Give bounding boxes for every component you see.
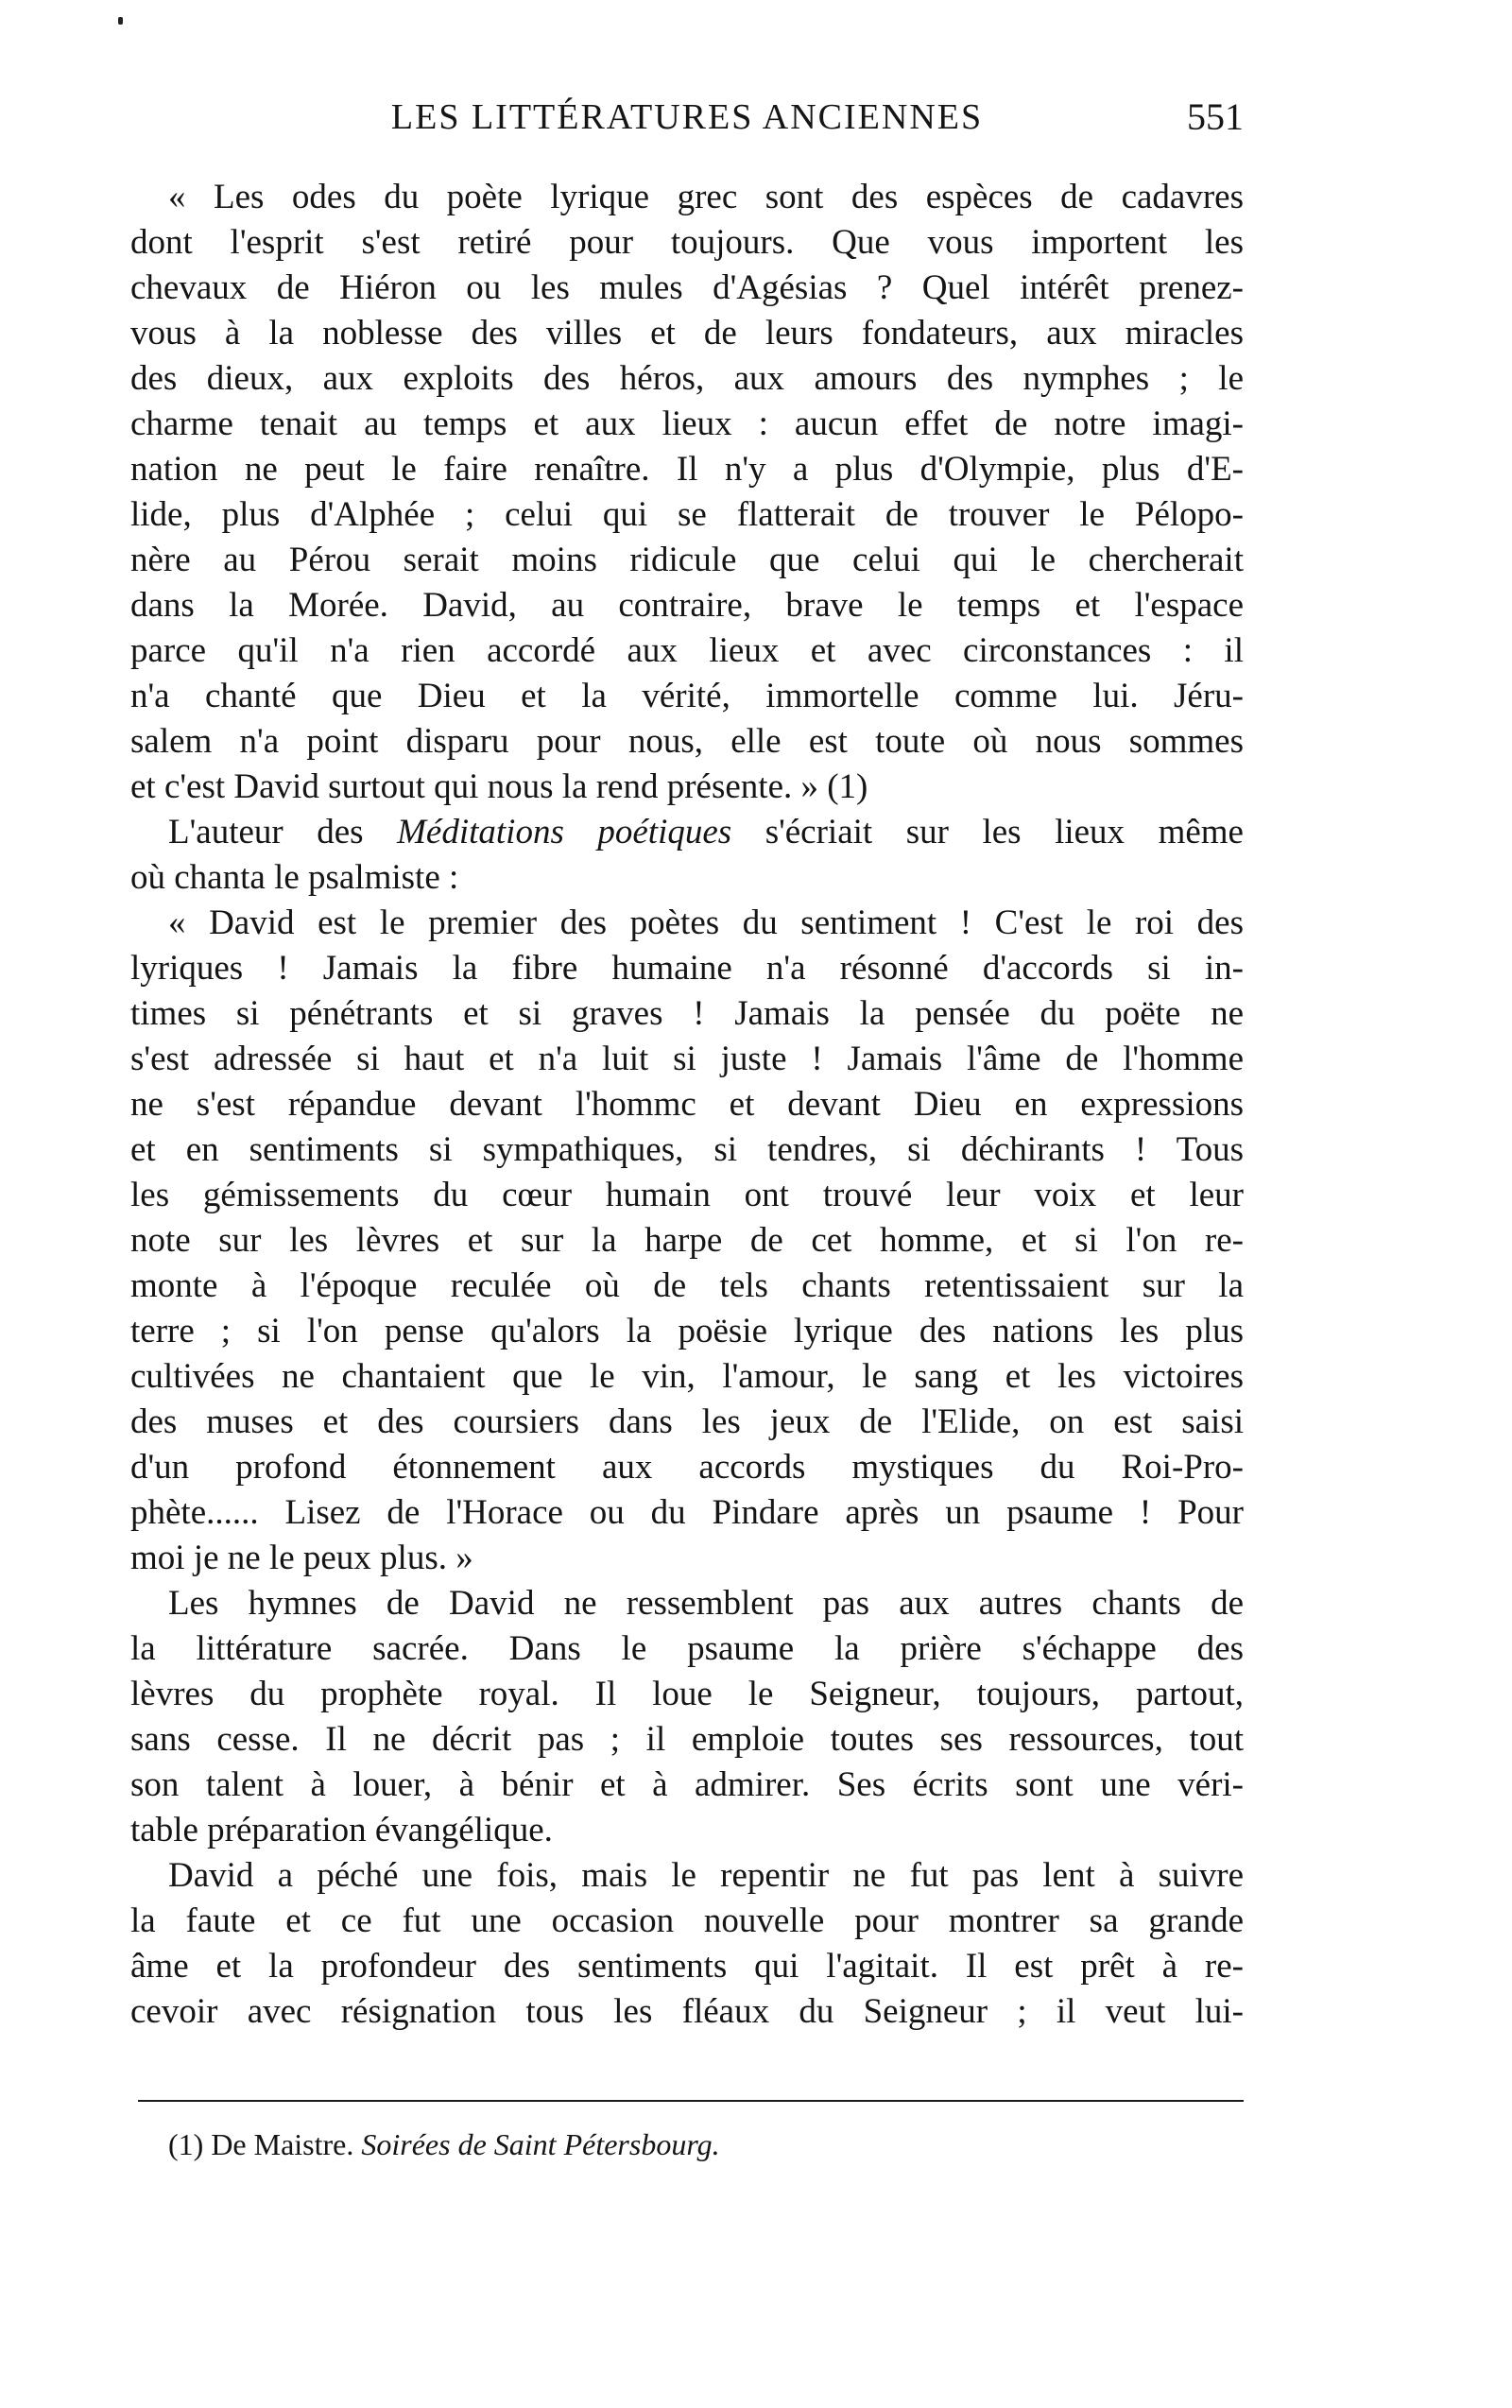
text-line-meditations: [130, 810, 1244, 855]
text-line: des muses et des coursiers dans les jeux de l'Elide, on est saisi: [130, 1402, 1244, 1441]
text-line: nère au Pérou serait moins ridicule que celui qui le chercherait: [130, 541, 1244, 579]
text-line: sans cesse. Il ne décrit pas ; il emploie toutes ses ressources, tout: [130, 1720, 1244, 1759]
text-line: cultivées ne chantaient que le vin, l'amour, le sang et les victoires: [130, 1357, 1244, 1396]
text-line: âme et la profondeur des sentiments qui l'agitait. Il est prêt à re-: [130, 1947, 1244, 1986]
text-line: Les hymnes de David ne ressemblent pas aux autres chants de: [168, 1584, 1244, 1623]
text-line: parce qu'il n'a rien accordé aux lieux et avec circonstances : il: [130, 631, 1244, 670]
text-line: « Les odes du poète lyrique grec sont des espèces de cadavres: [168, 178, 1244, 216]
text-line: son talent à louer, à bénir et à admirer. Ses écrits sont une véri-: [130, 1765, 1244, 1804]
footnote-number: (1): [168, 2127, 204, 2161]
footnote-title: Soirées de Saint Pétersbourg.: [361, 2127, 720, 2161]
footnote-rule: [138, 2100, 1244, 2102]
text-line: s'est adressée si haut et n'a luit si juste ! Jamais l'âme de l'homme: [130, 1040, 1244, 1078]
text-fragment: L'auteur des: [168, 813, 398, 851]
text-line: chevaux de Hiéron ou les mules d'Agésias ? Quel intérêt prenez-: [130, 268, 1244, 307]
text-line: terre ; si l'on pense qu'alors la poësie lyrique des nations les plus: [130, 1312, 1244, 1350]
text-line: vous à la noblesse des villes et de leurs fondateurs, aux miracles: [130, 314, 1244, 353]
text-line: lyriques ! Jamais la fibre humaine n'a résonné d'accords si in-: [130, 949, 1244, 988]
text-line: n'a chanté que Dieu et la vérité, immortelle comme lui. Jéru-: [130, 677, 1244, 715]
text-line: d'un profond étonnement aux accords mystiques du Roi-Pro-: [130, 1448, 1244, 1487]
text-line: David a péché une fois, mais le repentir ne fut pas lent à suivre: [168, 1856, 1244, 1895]
text-line: dont l'esprit s'est retiré pour toujours. Que vous importent les: [130, 223, 1244, 262]
text-line: ne s'est répandue devant l'hommc et devant Dieu en expressions: [130, 1085, 1244, 1124]
running-head: [130, 89, 1244, 146]
text-line: et c'est David surtout qui nous la rend présente. » (1): [130, 767, 868, 806]
text-line: des dieux, aux exploits des héros, aux amours des nymphes ; le: [130, 359, 1244, 398]
text-line: nation ne peut le faire renaître. Il n'y a plus d'Olympie, plus d'E-: [130, 450, 1244, 489]
page-number: 551: [1187, 95, 1244, 138]
body-text: [130, 175, 1244, 2035]
text-line: phète...... Lisez de l'Horace ou du Pindare après un psaume ! Pour: [130, 1493, 1244, 1532]
running-title: LES LITTÉRATURES ANCIENNES: [390, 97, 984, 137]
work-title: Méditations poétiques: [397, 813, 732, 851]
footnote-author: De Maistre.: [211, 2127, 354, 2161]
text-line: lèvres du prophète royal. Il loue le Seigneur, toujours, partout,: [130, 1675, 1244, 1713]
text-line: cevoir avec résignation tous les fléaux du Seigneur ; il veut lui-: [130, 1992, 1244, 2031]
text-line: salem n'a point disparu pour nous, elle est toute où nous sommes: [130, 722, 1244, 761]
text-fragment: s'écriait sur les lieux même: [731, 813, 1244, 851]
text-line: times si pénétrants et si graves ! Jamais la pensée du poëte ne: [130, 994, 1244, 1033]
text-line: et en sentiments si sympathiques, si tendres, si déchirants ! Tous: [130, 1130, 1244, 1169]
text-line: les gémissements du cœur humain ont trouvé leur voix et leur: [130, 1176, 1244, 1214]
text-line: table préparation évangélique.: [130, 1811, 553, 1849]
ink-speck: [118, 17, 123, 25]
text-line: la littérature sacrée. Dans le psaume la prière s'échappe des: [130, 1629, 1244, 1668]
text-line: « David est le premier des poètes du sentiment ! C'est le roi des: [168, 903, 1244, 942]
text-line: monte à l'époque reculée où de tels chants retentissaient sur la: [130, 1266, 1244, 1305]
text-line: moi je ne le peux plus. »: [130, 1539, 473, 1577]
text-line: dans la Morée. David, au contraire, brave le temps et l'espace: [130, 586, 1244, 625]
text-line: où chanta le psalmiste :: [130, 858, 459, 897]
footnote: [168, 2124, 720, 2165]
text-line: charme tenait au temps et aux lieux : aucun effet de notre imagi-: [130, 404, 1244, 443]
text-line: la faute et ce fut une occasion nouvelle pour montrer sa grande: [130, 1901, 1244, 1940]
text-line: note sur les lèvres et sur la harpe de cet homme, et si l'on re-: [130, 1221, 1244, 1260]
text-line: lide, plus d'Alphée ; celui qui se flatterait de trouver le Pélopo-: [130, 495, 1244, 534]
